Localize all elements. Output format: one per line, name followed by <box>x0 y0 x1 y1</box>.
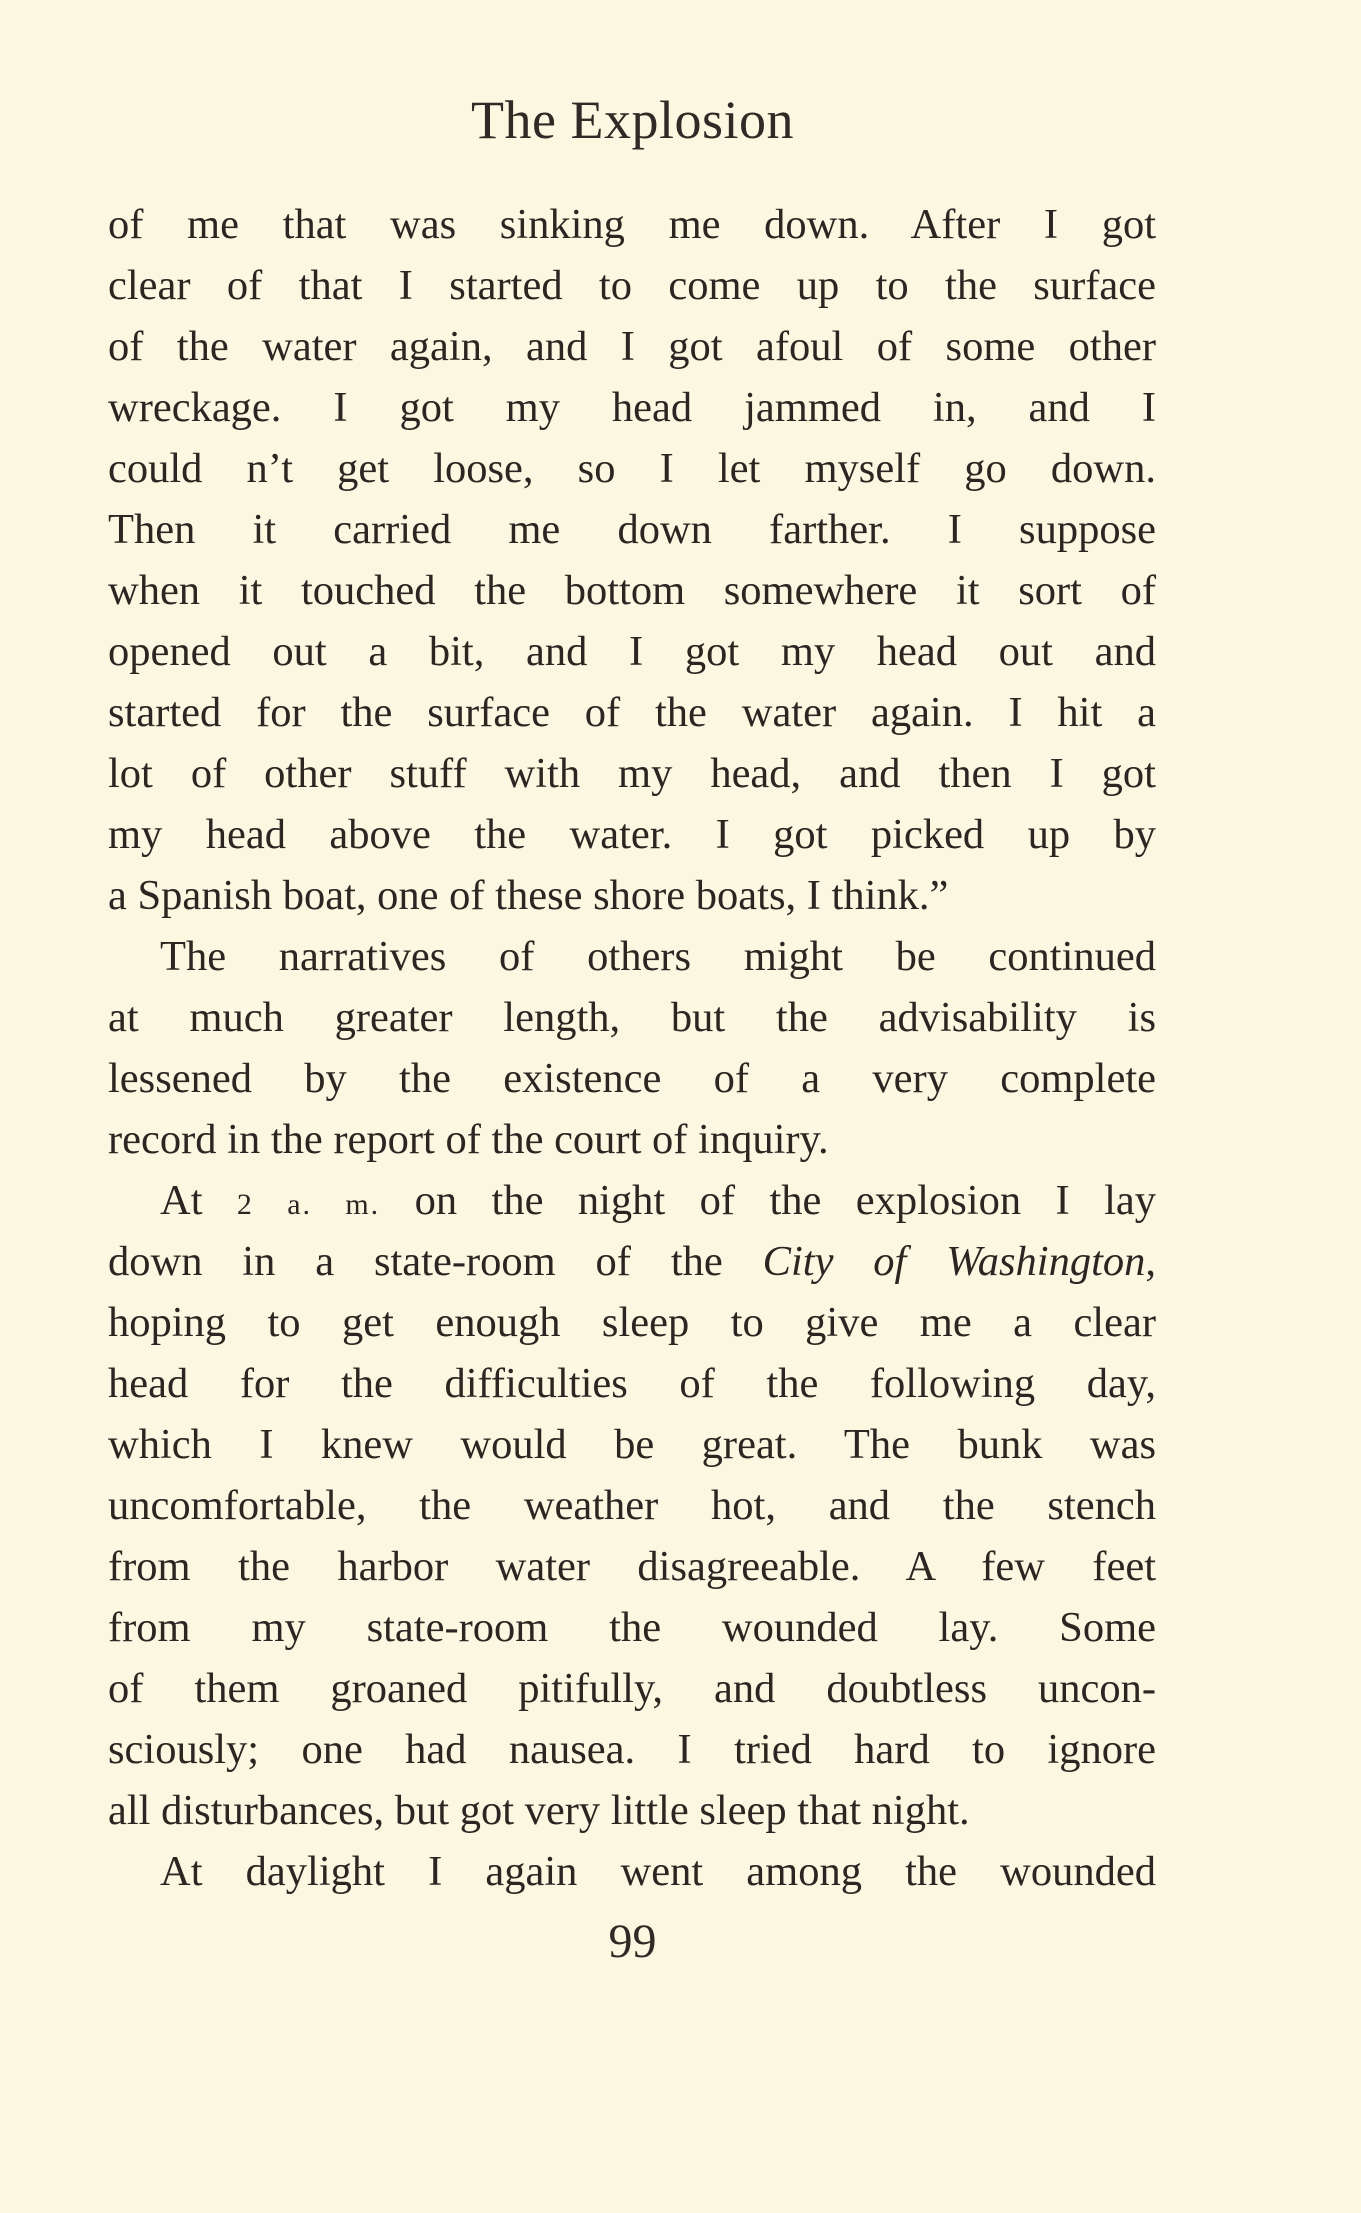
text-line: clear of that I started to come up to the surface <box>108 262 1156 309</box>
text-line: lessened by the existence of a very complete <box>108 1055 1156 1102</box>
page-number: 99 <box>608 1915 657 1968</box>
text-line: opened out a bit, and I got my head out and <box>108 628 1156 675</box>
text-line: could n’t get loose, so I let myself go down. <box>108 445 1156 492</box>
text-line: from the harbor water disagreeable. A few feet <box>108 1543 1156 1590</box>
text-line: from my state-room the wounded lay. Some <box>108 1604 1156 1651</box>
text-line: Then it carried me down farther. I suppose <box>108 506 1156 553</box>
body-text <box>108 194 1156 1902</box>
text-line: of them groaned pitifully, and doubtless uncon- <box>108 1665 1156 1712</box>
text-line: of the water again, and I got afoul of some other <box>108 323 1156 370</box>
text-line: started for the surface of the water again. I hit a <box>108 689 1156 736</box>
text-line: my head above the water. I got picked up by <box>108 811 1156 858</box>
text-line: lot of other stuff with my head, and then I got <box>108 750 1156 797</box>
ship-name-italic: City of Washington <box>762 1238 1146 1285</box>
paragraph-end-line: record in the report of the court of inquiry. <box>108 1116 829 1163</box>
time-small-caps: 2 a. m. <box>236 1188 381 1221</box>
text-line <box>108 1231 1156 1292</box>
text-line: which I knew would be great. The bunk was <box>108 1421 1156 1468</box>
text-line: when it touched the bottom somewhere it sort of <box>108 567 1156 614</box>
paragraph-start-line <box>108 1170 1156 1231</box>
text-line: of me that was sinking me down. After I got <box>108 201 1156 248</box>
text-line: uncomfortable, the weather hot, and the stench <box>108 1482 1156 1529</box>
paragraph-start-line: At daylight I again went among the wounded <box>160 1848 1156 1895</box>
text-line: head for the difficulties of the following day, <box>108 1360 1156 1407</box>
text-line: wreckage. I got my head jammed in, and I <box>108 384 1156 431</box>
text-line: hoping to get enough sleep to give me a clear <box>108 1299 1156 1346</box>
paragraph-end-line: a Spanish boat, one of these shore boats, I think.” <box>108 872 949 919</box>
text-run: on the night of the explosion I lay <box>380 1177 1156 1224</box>
paragraph-end-line: all disturbances, but got very little sleep that night. <box>108 1787 970 1834</box>
text-run: At <box>160 1177 237 1224</box>
text-line: at much greater length, but the advisability is <box>108 994 1156 1041</box>
text-line: sciously; one had nausea. I tried hard to ignore <box>108 1726 1156 1773</box>
text-run: , <box>1145 1238 1156 1285</box>
paragraph-start-line: The narratives of others might be continued <box>160 933 1156 980</box>
running-head: The Explosion <box>471 90 794 150</box>
text-run: down in a state-room of the <box>108 1238 763 1285</box>
